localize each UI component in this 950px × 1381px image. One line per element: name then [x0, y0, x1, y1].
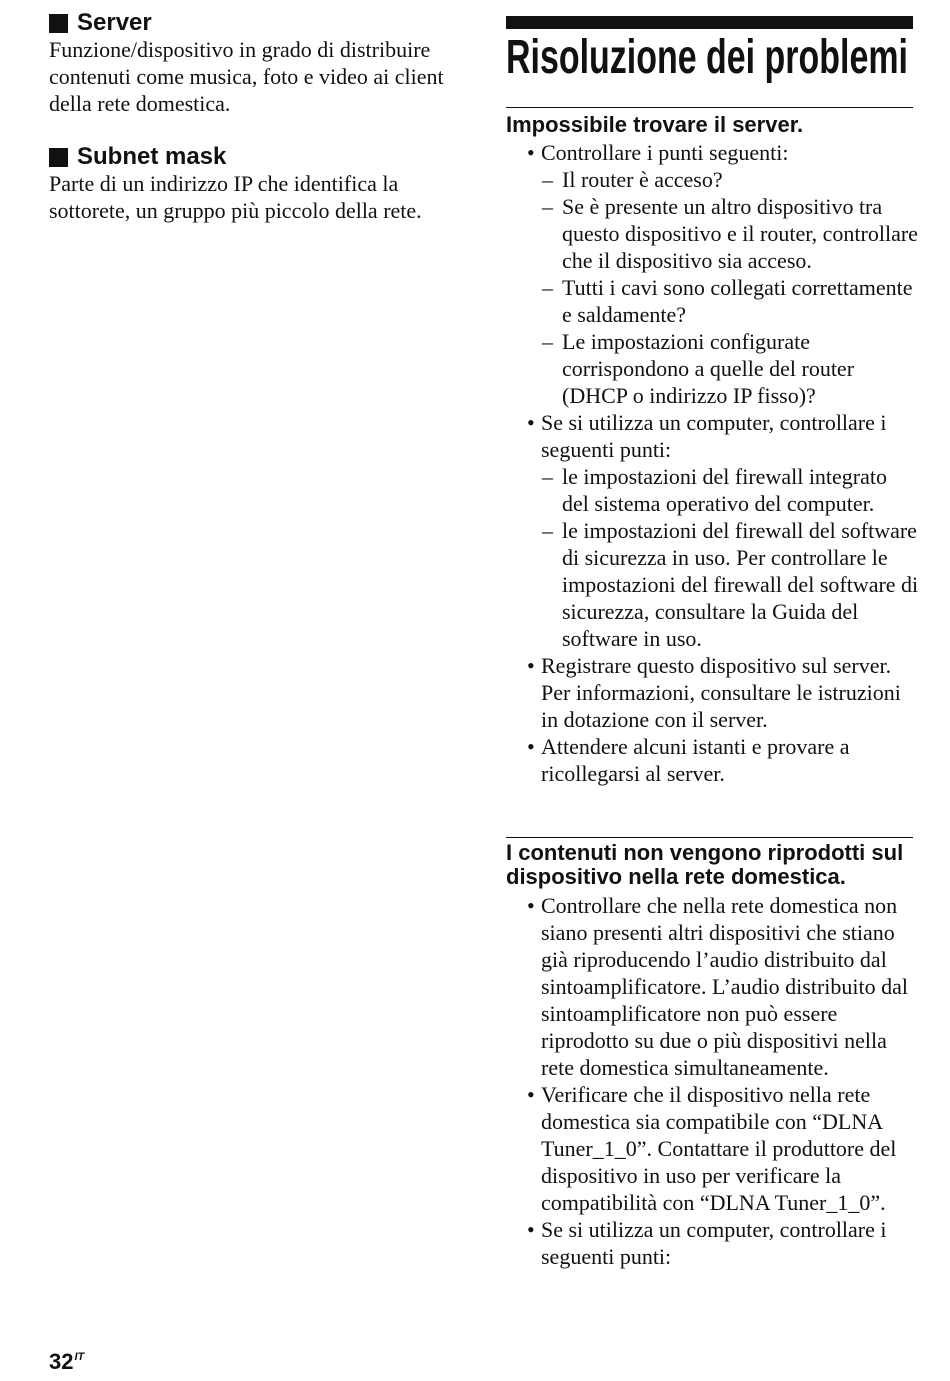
- solution-item: [506, 892, 926, 1081]
- problem-heading: [506, 841, 926, 889]
- page-title-text: Risoluzione dei problemi: [506, 31, 908, 84]
- solution-item: [506, 733, 926, 787]
- bullet-marker: •: [527, 140, 535, 165]
- check-line: software in uso.: [562, 626, 702, 651]
- square-bullet-icon: [49, 14, 68, 33]
- solution-line: riprodotto su due o più dispositivi nella: [541, 1028, 887, 1053]
- glossary-term-heading: [49, 144, 469, 170]
- check-item: [541, 193, 926, 274]
- dash-marker: –: [542, 275, 553, 300]
- check-line: Tutti i cavi sono collegati correttamente: [562, 275, 913, 300]
- problem-heading: [506, 113, 926, 137]
- solution-line: sintoamplificatore non può essere: [541, 1001, 838, 1026]
- check-line: Il router è acceso?: [562, 167, 723, 192]
- dash-marker: –: [542, 329, 553, 354]
- check-line: corrispondono a quelle del router: [562, 356, 855, 381]
- solution-item: [506, 409, 926, 652]
- bullet-marker: •: [527, 653, 535, 678]
- solution-line: già riproducendo l’audio distribuito dal: [541, 947, 887, 972]
- solution-item: [506, 1081, 926, 1216]
- solution-line: dispositivo in uso per verificare la: [541, 1163, 841, 1188]
- check-line: (DHCP o indirizzo IP fisso)?: [562, 383, 816, 408]
- glossary-entry-subnet-mask: [49, 144, 469, 224]
- definition-line: Funzione/dispositivo in grado di distribuire: [49, 37, 431, 62]
- glossary-term: Server: [77, 9, 152, 36]
- definition-line: Parte di un indirizzo IP che identifica la: [49, 171, 399, 196]
- solution-line: Registrare questo dispositivo sul server.: [541, 653, 892, 678]
- check-line: sicurezza, consultare la Guida del: [562, 599, 859, 624]
- solution-line: siano presenti altri dispositivi che stiano: [541, 920, 895, 945]
- check-line: e saldamente?: [562, 302, 686, 327]
- section-divider: [506, 837, 913, 838]
- check-line: Le impostazioni configurate: [562, 329, 811, 354]
- dash-marker: –: [542, 167, 553, 192]
- language-code: IT: [74, 1351, 85, 1363]
- bullet-marker: •: [527, 1082, 535, 1107]
- solution-line: ricollegarsi al server.: [541, 761, 725, 786]
- glossary-term: Subnet mask: [77, 143, 227, 170]
- check-line: questo dispositivo e il router, controllare: [562, 221, 918, 246]
- check-item: [541, 166, 926, 193]
- check-item: [541, 274, 926, 328]
- solution-item: [506, 1216, 926, 1270]
- check-line: impostazioni del firewall del software di: [562, 572, 919, 597]
- check-item: [541, 328, 926, 409]
- page-number: [49, 1350, 84, 1378]
- solution-line: rete domestica simultaneamente.: [541, 1055, 829, 1080]
- problem-heading-line: dispositivo nella rete domestica.: [506, 864, 846, 889]
- check-item: [541, 517, 926, 652]
- problem-heading-line: Impossibile trovare il server.: [506, 112, 804, 137]
- page-title: [506, 30, 913, 88]
- check-line: le impostazioni del firewall integrato: [562, 464, 888, 489]
- solution-line: Controllare che nella rete domestica non: [541, 893, 898, 918]
- solution-line: Per informazioni, consultare le istruzioni: [541, 680, 901, 705]
- check-line: Se è presente un altro dispositivo tra: [562, 194, 883, 219]
- solution-item: [506, 139, 926, 409]
- check-line: di sicurezza in uso. Per controllare le: [562, 545, 888, 570]
- dash-marker: –: [542, 194, 553, 219]
- solution-list: [506, 139, 926, 787]
- definition-line: della rete domestica.: [49, 91, 231, 116]
- solution-list: [506, 892, 926, 1270]
- solution-line: in dotazione con il server.: [541, 707, 768, 732]
- solution-line: Attendere alcuni istanti e provare a: [541, 734, 850, 759]
- check-line: le impostazioni del firewall del software: [562, 518, 917, 543]
- bullet-marker: •: [527, 734, 535, 759]
- solution-line: seguenti punti:: [541, 1244, 672, 1269]
- section-divider: [506, 107, 913, 108]
- definition-line: sottorete, un gruppo più piccolo della rete.: [49, 198, 422, 223]
- solution-line: Tuner_1_0”. Contattare il produttore del: [541, 1136, 897, 1161]
- solution-line: Verificare che il dispositivo nella rete: [541, 1082, 871, 1107]
- dash-marker: –: [542, 464, 553, 489]
- solution-line: seguenti punti:: [541, 437, 672, 462]
- definition-line: contenuti come musica, foto e video ai client: [49, 64, 444, 89]
- solution-line: domestica sia compatibile con “DLNA: [541, 1109, 884, 1134]
- problem-heading-line: I contenuti non vengono riprodotti sul: [506, 840, 904, 865]
- solution-line: Controllare i punti seguenti:: [541, 140, 789, 165]
- glossary-entry-server: [49, 10, 469, 117]
- solution-line: Se si utilizza un computer, controllare i: [541, 410, 887, 435]
- check-item: [541, 463, 926, 517]
- glossary-term-heading: [49, 10, 469, 36]
- page-number-value: 32: [49, 1349, 74, 1374]
- solution-item: [506, 652, 926, 733]
- title-bar: [506, 16, 913, 29]
- bullet-marker: •: [527, 893, 535, 918]
- bullet-marker: •: [527, 410, 535, 435]
- check-line: che il dispositivo sia acceso.: [562, 248, 812, 273]
- solution-line: sintoamplificatore. L’audio distribuito dal: [541, 974, 909, 999]
- check-line: del sistema operativo del computer.: [562, 491, 875, 516]
- square-bullet-icon: [49, 148, 68, 167]
- solution-line: Se si utilizza un computer, controllare i: [541, 1217, 887, 1242]
- dash-marker: –: [542, 518, 553, 543]
- bullet-marker: •: [527, 1217, 535, 1242]
- solution-line: compatibilità con “DLNA Tuner_1_0”.: [541, 1190, 886, 1215]
